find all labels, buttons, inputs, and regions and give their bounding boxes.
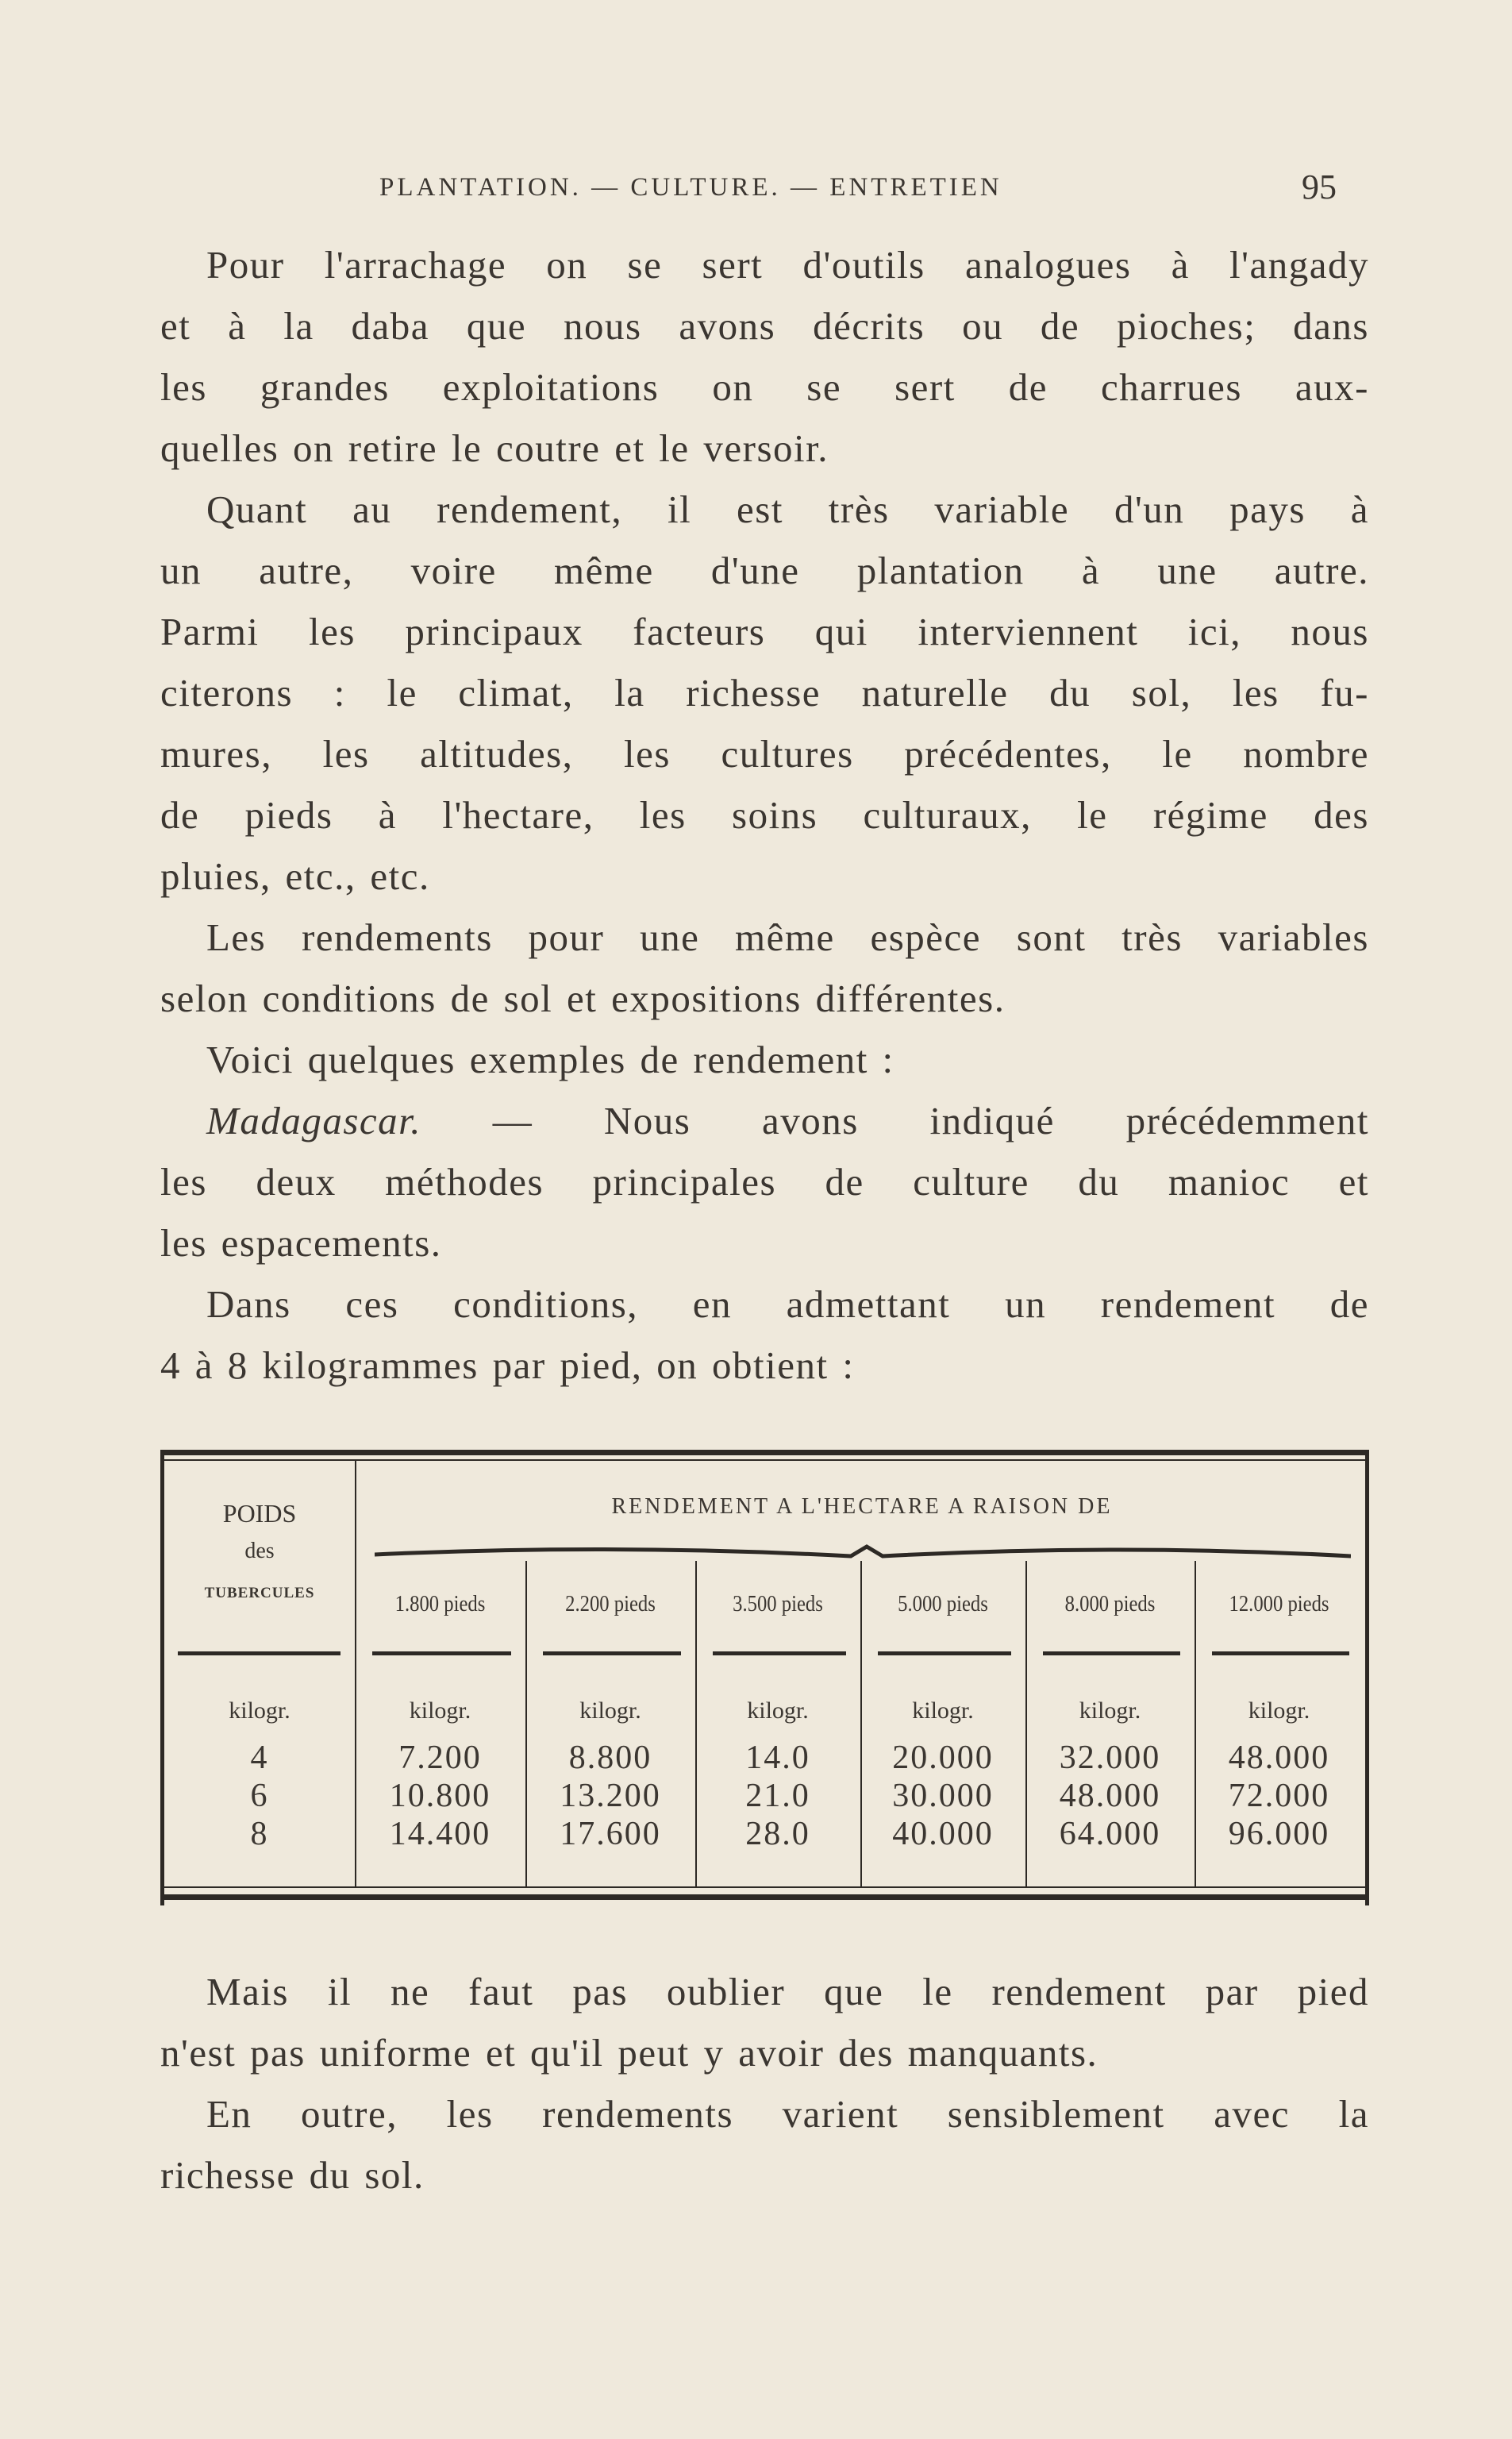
text-line: de pieds à l'hectare, les soins culturaux, le régime des [160,793,1369,837]
table-cell: 14.400 [389,1816,491,1852]
table-cell: 72.000 [1228,1778,1330,1814]
text-line: n'est pas uniforme et qu'il peut y avoir des manquants. [160,2031,1098,2075]
table-cell: 10.800 [389,1778,491,1814]
table-cell: 20.000 [892,1740,994,1776]
unit-label: kilogr. [747,1697,809,1724]
row-header-tubercules: TUBERCULES [204,1585,315,1601]
text-line: Les rendements pour une même espèce sont très variables [206,915,1369,959]
table-cell: 48.000 [1059,1778,1161,1814]
unit-label: kilogr. [1248,1697,1310,1724]
column-header: 1.800 pieds [394,1591,486,1616]
group-header: RENDEMENT A L'HECTARE A RAISON DE [611,1494,1113,1519]
text-line: Quant au rendement, il est très variable d'un pays à [206,487,1369,531]
text-line: mures, les altitudes, les cultures précédentes, le nombre [160,732,1369,776]
column-header: 8.000 pieds [1064,1591,1156,1616]
table-cell: 21.0 [745,1778,810,1814]
column-header: 2.200 pieds [565,1591,656,1616]
text-line [160,1090,1369,1151]
text-line: 4 à 8 kilogrammes par pied, on obtient : [160,1343,855,1387]
column-header: 5.000 pieds [898,1591,988,1616]
table-cell: 64.000 [1059,1816,1161,1852]
unit-label: kilogr. [229,1697,290,1724]
poids-value: 4 [250,1740,269,1776]
text-line: pluies, etc., etc. [160,854,430,898]
table-cell: 28.0 [745,1816,810,1852]
table-cell: 96.000 [1228,1816,1330,1852]
unit-label: kilogr. [409,1697,471,1724]
text-line-rest: — Nous avons indiqué précédemment [421,1099,1369,1142]
table-cell: 30.000 [892,1778,994,1814]
running-header: PLANTATION. — CULTURE. — ENTRETIEN [379,173,1002,202]
italic-heading: Madagascar. [206,1099,422,1142]
text-line: les deux méthodes principales de culture du manioc et [160,1160,1369,1204]
row-header-des: des [244,1539,275,1563]
table-cell: 14.0 [745,1740,810,1776]
unit-label: kilogr. [579,1697,641,1724]
poids-value: 8 [250,1816,269,1852]
table-cell: 7.200 [398,1740,482,1776]
text-line: Pour l'arrachage on se sert d'outils analogues à l'angady [206,243,1369,287]
unit-label: kilogr. [1079,1697,1141,1724]
column-header: 3.500 pieds [733,1591,823,1616]
text-line: En outre, les rendements varient sensiblement avec la [206,2092,1369,2136]
body-text-before-table [160,234,1369,1396]
table-cell: 32.000 [1059,1740,1161,1776]
table-cell: 8.800 [568,1740,652,1776]
text-line: selon conditions de sol et expositions différentes. [160,977,1006,1020]
text-line: richesse du sol. [160,2153,425,2197]
text-line: quelles on retire le coutre et le versoir. [160,426,829,470]
table-cell: 48.000 [1228,1740,1330,1776]
table-cell: 13.200 [560,1778,661,1814]
table-cell: 40.000 [892,1816,994,1852]
poids-value: 6 [250,1778,269,1814]
brace-divider [375,1537,1351,1561]
unit-label: kilogr. [912,1697,974,1724]
text-line: Voici quelques exemples de rendement : [206,1038,895,1081]
row-header-poids: POIDS [222,1499,297,1528]
body-text-after-table [160,1961,1369,2206]
text-line: un autre, voire même d'une plantation à une autre. [160,549,1369,592]
text-line: Dans ces conditions, en admettant un rendement de [206,1282,1369,1326]
yield-table [160,1450,1369,1905]
column-header: 12.000 pieds [1229,1591,1329,1616]
table-cell: 17.600 [560,1816,661,1852]
text-line: les espacements. [160,1221,442,1265]
text-line: Mais il ne faut pas oublier que le rendement par pied [206,1970,1369,2013]
text-line: les grandes exploitations on se sert de charrues aux- [160,365,1369,409]
text-line: citerons : le climat, la richesse naturelle du sol, les fu- [160,671,1369,715]
text-line: Parmi les principaux facteurs qui interviennent ici, nous [160,610,1369,653]
page-number: 95 [1302,168,1337,206]
text-line: et à la daba que nous avons décrits ou de pioches; dans [160,304,1369,348]
